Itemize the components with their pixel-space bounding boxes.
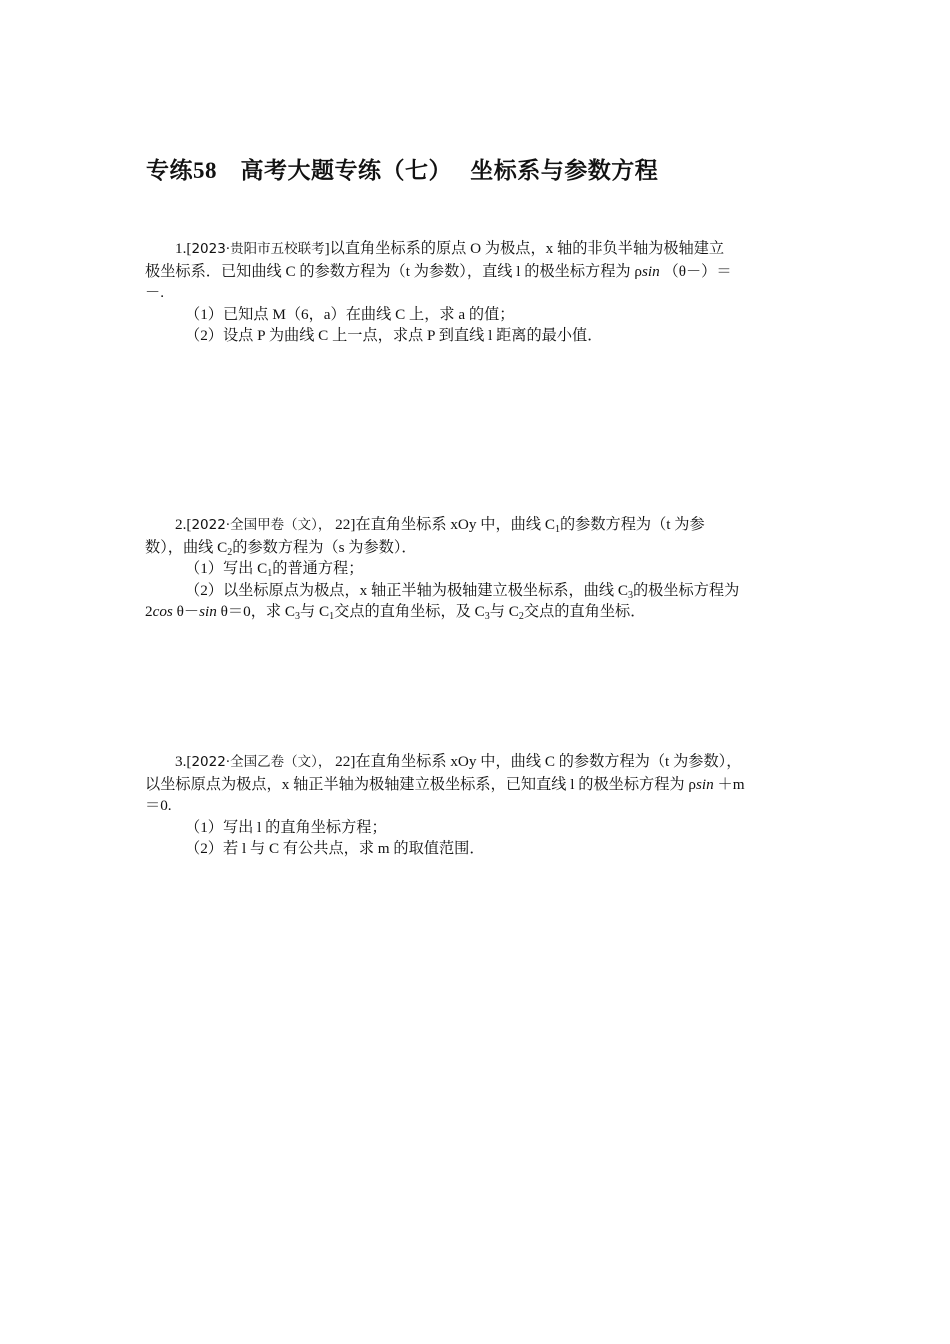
problem-3-line-3: ＝0.: [145, 797, 172, 814]
problem-1-line-2: 极坐标系．已知曲线 C 的参数方程为（t 为参数），直线 l 的极坐标方程为 ρsin （θ－）＝: [145, 262, 732, 280]
problem-1-question-2: （2）设点 P 为曲线 C 上一点，求点 P 到直线 l 距离的最小值．: [185, 327, 603, 344]
problem-2-question-1: （1）写出 $C_1$的普通方程；: [185, 560, 364, 579]
problem-2: [145, 514, 810, 623]
problem-2-question-2-cont: 2cos θ－sin θ＝0，求 $C_3$与 $C_1$交点的直角坐标，及 $C_3$与 $C_2$交点的直角坐标．: [145, 603, 646, 622]
problem-1-source: 2023·贵阳市五校联考: [191, 241, 325, 257]
problem-1: [145, 238, 810, 347]
problem-2-line-2: 数），曲线 $C_2$的参数方程为（s 为参数）．: [145, 538, 417, 558]
problem-3-line-1: 3.[2022·全国乙卷（文）， 22]在直角坐标系 xOy 中，曲线 C 的参数方程为（t 为参数），: [175, 753, 742, 770]
problem-1-question-1: （1）已知点 M（6，a）在曲线 C 上，求 a 的值；: [185, 305, 515, 323]
problem-1-line-1: 1.[2023·贵阳市五校联考]以直角坐标系的原点 O 为极点，x 轴的非负半轴为极轴建立: [175, 240, 725, 257]
problem-1-line-3: －.: [145, 284, 164, 301]
problem-3-line-2: 以坐标原点为极点，x 轴正半轴为极轴建立极坐标系，已知直线 l 的极坐标方程为 ρsin ＋m: [145, 775, 745, 793]
problem-3-question-2: （2）若 l 与 C 有公共点，求 m 的取值范围．: [185, 840, 485, 857]
problem-3-question-1: （1）写出 l 的直角坐标方程；: [185, 818, 387, 836]
problem-3-source: 2022·全国乙卷（文），: [191, 754, 332, 770]
page-title: 专练58 高考大题专练（七） 坐标系与参数方程: [146, 158, 659, 183]
problem-2-source: 2022·全国甲卷（文），: [191, 517, 332, 533]
problem-2-line-1: 2.[2022·全国甲卷（文）， 22]在直角坐标系 xOy 中，曲线 $C_1$的参数方程为（t 为参: [175, 516, 705, 535]
problem-2-question-2: （2）以坐标原点为极点，x 轴正半轴为极轴建立极坐标系，曲线 $C_3$的极坐标方程为: [185, 581, 740, 601]
problem-3: [145, 751, 810, 860]
